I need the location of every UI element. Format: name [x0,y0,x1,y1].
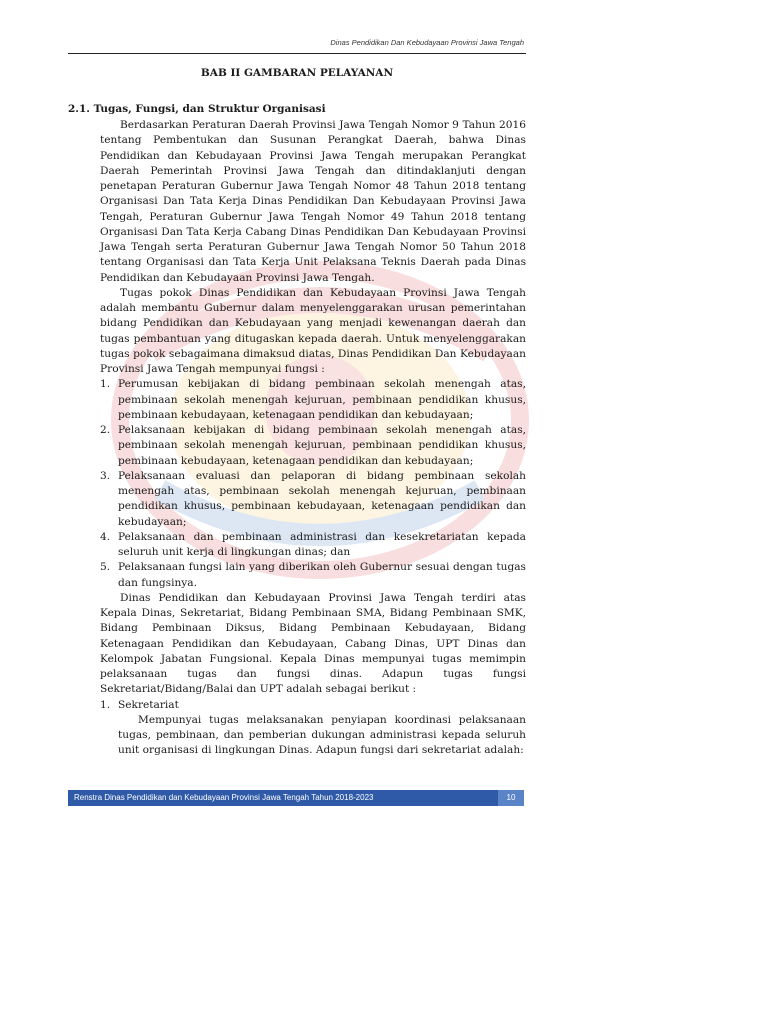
header-rule [68,53,526,54]
running-header: Dinas Pendidikan Dan Kebudayaan Provinsi Jawa Tengah [330,38,524,47]
list-item [100,377,526,423]
list-item [100,469,526,530]
list-number: 4. [100,530,111,543]
list-item [100,423,526,469]
sub-item-number: 1. [100,698,111,711]
section-heading: 2.1. Tugas, Fungsi, dan Struktur Organisasi [68,103,326,115]
list-item-text: Pelaksanaan kebijakan di bidang pembinaan sekolah menengah atas, pembinaan sekolah menengah kejuruan, pembinaan pendidikan khusus, pembinaan kebudayaan, ketenagaan pendidikan dan kebudayaan; [118,424,526,467]
list-item-text: Pelaksanaan evaluasi dan pelaporan di bidang pembinaan sekolah menengah atas, pembinaan sekolah menengah kejuruan, pembinaan pendidikan khusus, pembinaan kebudayaan, ketenagaan pendidikan dan kebudayaan; [118,469,526,528]
sub-item-sekretariat [100,698,526,713]
list-item [100,530,526,561]
sub-item-paragraph: Mempunyai tugas melaksanakan penyiapan koordinasi pelaksanaan tugas, pembinaan, dan pemberian dukungan administrasi kepada seluruh unit organisasi di lingkungan Dinas. Adapun fungsi dari sekretariat adalah: [118,713,526,757]
list-item-text: Perumusan kebijakan di bidang pembinaan sekolah menengah atas, pembinaan sekolah menengah kejuruan, pembinaan pendidikan khusus, pembinaan kebudayaan, ketenagaan pendidikan dan kebudayaan; [118,378,526,421]
paragraph-2: Tugas pokok Dinas Pendidikan dan Kebudayaan Provinsi Jawa Tengah adalah membantu Gubernur dalam menyelenggarakan urusan pemerintahan bidang Pendidikan dan Kebudayaan yang menjadi kewenangan daerah dan tugas pembantuan yang ditugaskan kepada daerah. Untuk menyelenggarakan tugas pokok sebagaimana dimaksud diatas, Dinas Pendidikan Dan Kebudayaan Provinsi Jawa Tengah mempunyai fungsi : [100,286,526,375]
page-number: 10 [498,790,524,806]
list-item-text: Pelaksanaan fungsi lain yang diberikan oleh Gubernur sesuai dengan tugas dan fungsinya. [118,561,526,589]
sub-item-label: Sekretariat [118,698,179,711]
footer-text: Renstra Dinas Pendidikan dan Kebudayaan Provinsi Jawa Tengah Tahun 2018-2023 [74,793,374,802]
fungsi-list [100,377,526,591]
list-number: 3. [100,469,111,482]
paragraph-3: Dinas Pendidikan dan Kebudayaan Provinsi Jawa Tengah terdiri atas Kepala Dinas, Sekretariat, Bidang Pembinaan SMA, Bidang Pembinaan SMK, Bidang Pembinaan Diksus, Bidang Pembinaan Kebudayaan, Bidang Ketenagaan Pendidikan dan Kebudayaan, Cabang Dinas, UPT Dinas dan Kelompok Jabatan Fungsional. Kepala Dinas mempunyai tugas memimpin pelaksanaan tugas dan fungsi dinas. Adapun tugas fungsi Sekretariat/Bidang/Balai dan UPT adalah sebagai berikut : [100,591,526,696]
list-item [100,560,526,591]
list-item-text: Pelaksanaan dan pembinaan administrasi dan kesekretariatan kepada seluruh unit kerja di lingkungan dinas; dan [118,530,526,558]
chapter-title: BAB II GAMBARAN PELAYANAN [200,67,394,79]
list-number: 5. [100,561,111,574]
footer-bar [68,790,524,806]
list-number: 2. [100,424,111,436]
paragraph-1: Berdasarkan Peraturan Daerah Provinsi Jawa Tengah Nomor 9 Tahun 2016 tentang Pembentukan dan Susunan Perangkat Daerah, bahwa Dinas Pendidikan dan Kebudayaan Provinsi Jawa Tengah merupakan Perangkat Daerah Pemerintah Provinsi Jawa Tengah dan ditindaklanjuti dengan penetapan Peraturan Gubernur Jawa Tengah Nomor 48 Tahun 2018 tentang Organisasi Dan Tata Kerja Dinas Pendidikan Dan Kebudayaan Provinsi Jawa Tengah, Peraturan Gubernur Jawa Tengah Nomor 49 Tahun 2018 tentang Organisasi Dan Tata Kerja Cabang Dinas Pendidikan Dan Kebudayaan Provinsi Jawa Tengah serta Peraturan Gubernur Jawa Tengah Nomor 50 Tahun 2018 tentang Organisasi dan Tata Kerja Unit Pelaksana Teknis Daerah pada Dinas Pendidikan dan Kebudayaan Provinsi Jawa Tengah. [100,119,526,284]
list-number: 1. [100,378,111,391]
body-text [100,118,526,759]
